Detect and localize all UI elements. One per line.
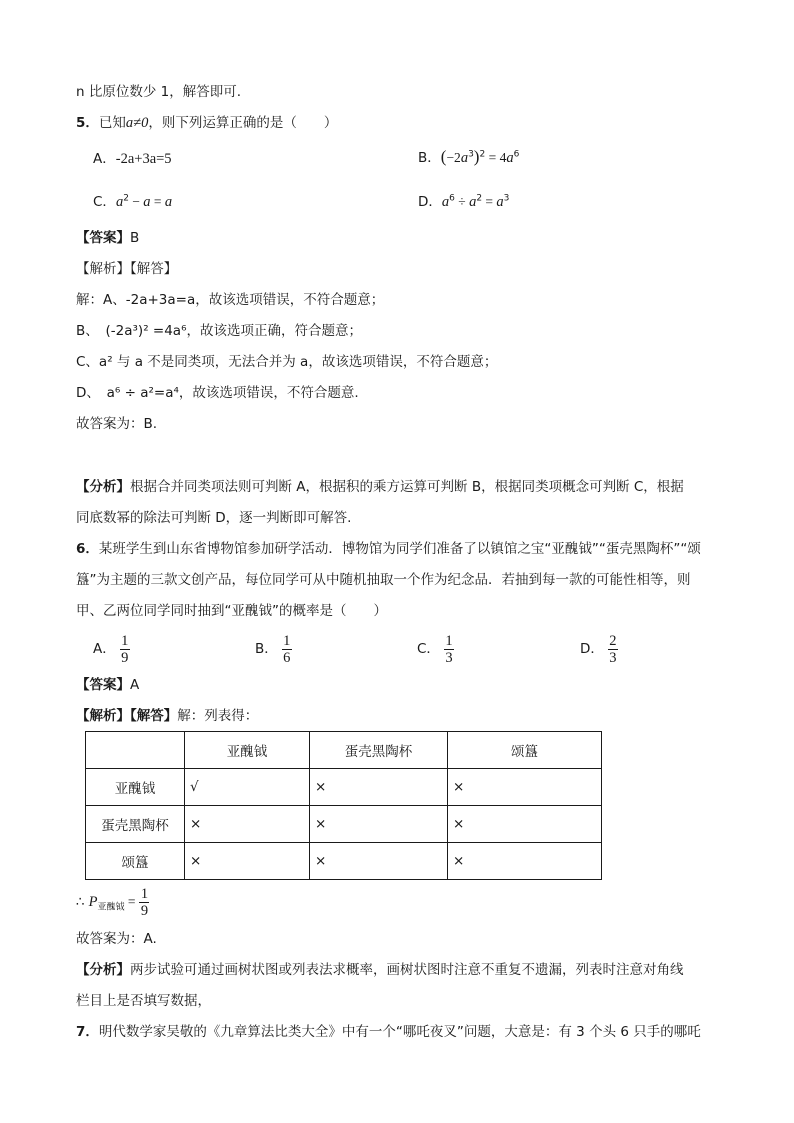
table-row: [86, 769, 602, 806]
table-row-header: 亚醜钺: [86, 769, 185, 806]
table-cell: ×: [310, 806, 448, 843]
table-cell: ×: [310, 769, 448, 806]
q5-analysis-tag: 【解析】【解答】: [76, 261, 178, 277]
q5-option-d: D．$a^6 \div a^2 = a^3$: [418, 193, 510, 210]
q6-probability-formula: ∴ $P_{亚醜钺}$ = $\frac{1}{9}$: [76, 885, 149, 919]
q5-solution-3: C、a² 与 a 不是同类项，无法合并为 a，故该选项错误，不符合题意；: [76, 354, 498, 370]
q5-number: 5．: [76, 115, 99, 131]
q6-answer: 【答案】A: [76, 677, 140, 693]
table-cell: ×: [448, 769, 602, 806]
table-header-row: [86, 732, 602, 769]
q6-analysis: 【解析】【解答】解：列表得：: [76, 708, 259, 724]
q5-option-b: B．$(-2a^3)^2 = 4a^6$: [418, 147, 520, 166]
table-cell: √: [185, 769, 310, 806]
q5-fenxi-2: 同底数幂的除法可判断 D，逐一判断即可解答.: [76, 510, 352, 526]
q5-solution-4: D、 a⁶ ÷ a²=a⁴，故该选项错误，不符合题意.: [76, 385, 359, 401]
table-cell: ×: [185, 843, 310, 880]
q6-option-a: A． $\frac{1}{9}$: [93, 632, 129, 666]
table-cell: ×: [448, 806, 602, 843]
q6-option-d: D． $\frac{2}{3}$: [580, 632, 617, 666]
table-cell: ×: [310, 843, 448, 880]
q6-line-3: 甲、乙两位同学同时抽到“亚醜钺”的概率是（ ）: [76, 603, 387, 619]
table-row: [86, 843, 602, 880]
intro-line: n 比原位数少 1，解答即可.: [76, 84, 242, 100]
q6-fenxi-1: 【分析】两步试验可通过画树状图或列表法求概率，画树状图时注意不重复不遗漏，列表时注意对角线: [76, 962, 684, 978]
q5-solution-1: 解：A、-2a+3a=a，故该选项错误，不符合题意；: [76, 292, 385, 308]
q5-stem: 5．已知a≠0，则下列运算正确的是（ ）: [76, 115, 338, 131]
q6-line-1: 6．某班学生到山东省博物馆参加研学活动．博物馆为同学们准备了以镇馆之宝“亚醜钺”“蛋壳黑陶杯”“颂: [76, 541, 701, 557]
q6-conclusion: 故答案为：A.: [76, 931, 157, 947]
q6-option-b: B． $\frac{1}{6}$: [255, 632, 291, 666]
table-row: [86, 806, 602, 843]
q5-conclusion: 故答案为：B.: [76, 416, 158, 432]
q6-fenxi-2: 栏目上是否填写数据，: [76, 993, 211, 1009]
table-header-cell: 蛋壳黑陶杯: [310, 732, 448, 769]
q5-option-a: A．-2a+3a=5: [93, 151, 172, 167]
table-header-cell: 颂簋: [448, 732, 602, 769]
table-cell: ×: [448, 843, 602, 880]
q5-option-c: C．$a^2 - a = a$: [93, 193, 173, 210]
q5-answer: 【答案】B: [76, 230, 140, 246]
table-row-header: 蛋壳黑陶杯: [86, 806, 185, 843]
q7-line-1: 7．明代数学家吴敬的《九章算法比类大全》中有一个“哪吒夜叉”问题，大意是：有 3 个头 6 只手的哪吒: [76, 1024, 701, 1040]
table-cell: ×: [185, 806, 310, 843]
q5-solution-2: B、 (-2a³)² =4a⁶，故该选项正确，符合题意；: [76, 323, 362, 339]
q5-fenxi-1: 【分析】根据合并同类项法则可判断 A，根据积的乘方运算可判断 B，根据同类项概念可判断 C，根据: [76, 479, 684, 495]
q6-option-c: C． $\frac{1}{3}$: [417, 632, 453, 666]
table-header-cell: [86, 732, 185, 769]
probability-table: [85, 731, 602, 880]
q6-line-2: 簋”为主题的三款文创产品，每位同学可从中随机抽取一个作为纪念品．若抽到每一款的可能性相等，则: [76, 572, 691, 588]
table-header-cell: 亚醜钺: [185, 732, 310, 769]
table-row-header: 颂簋: [86, 843, 185, 880]
